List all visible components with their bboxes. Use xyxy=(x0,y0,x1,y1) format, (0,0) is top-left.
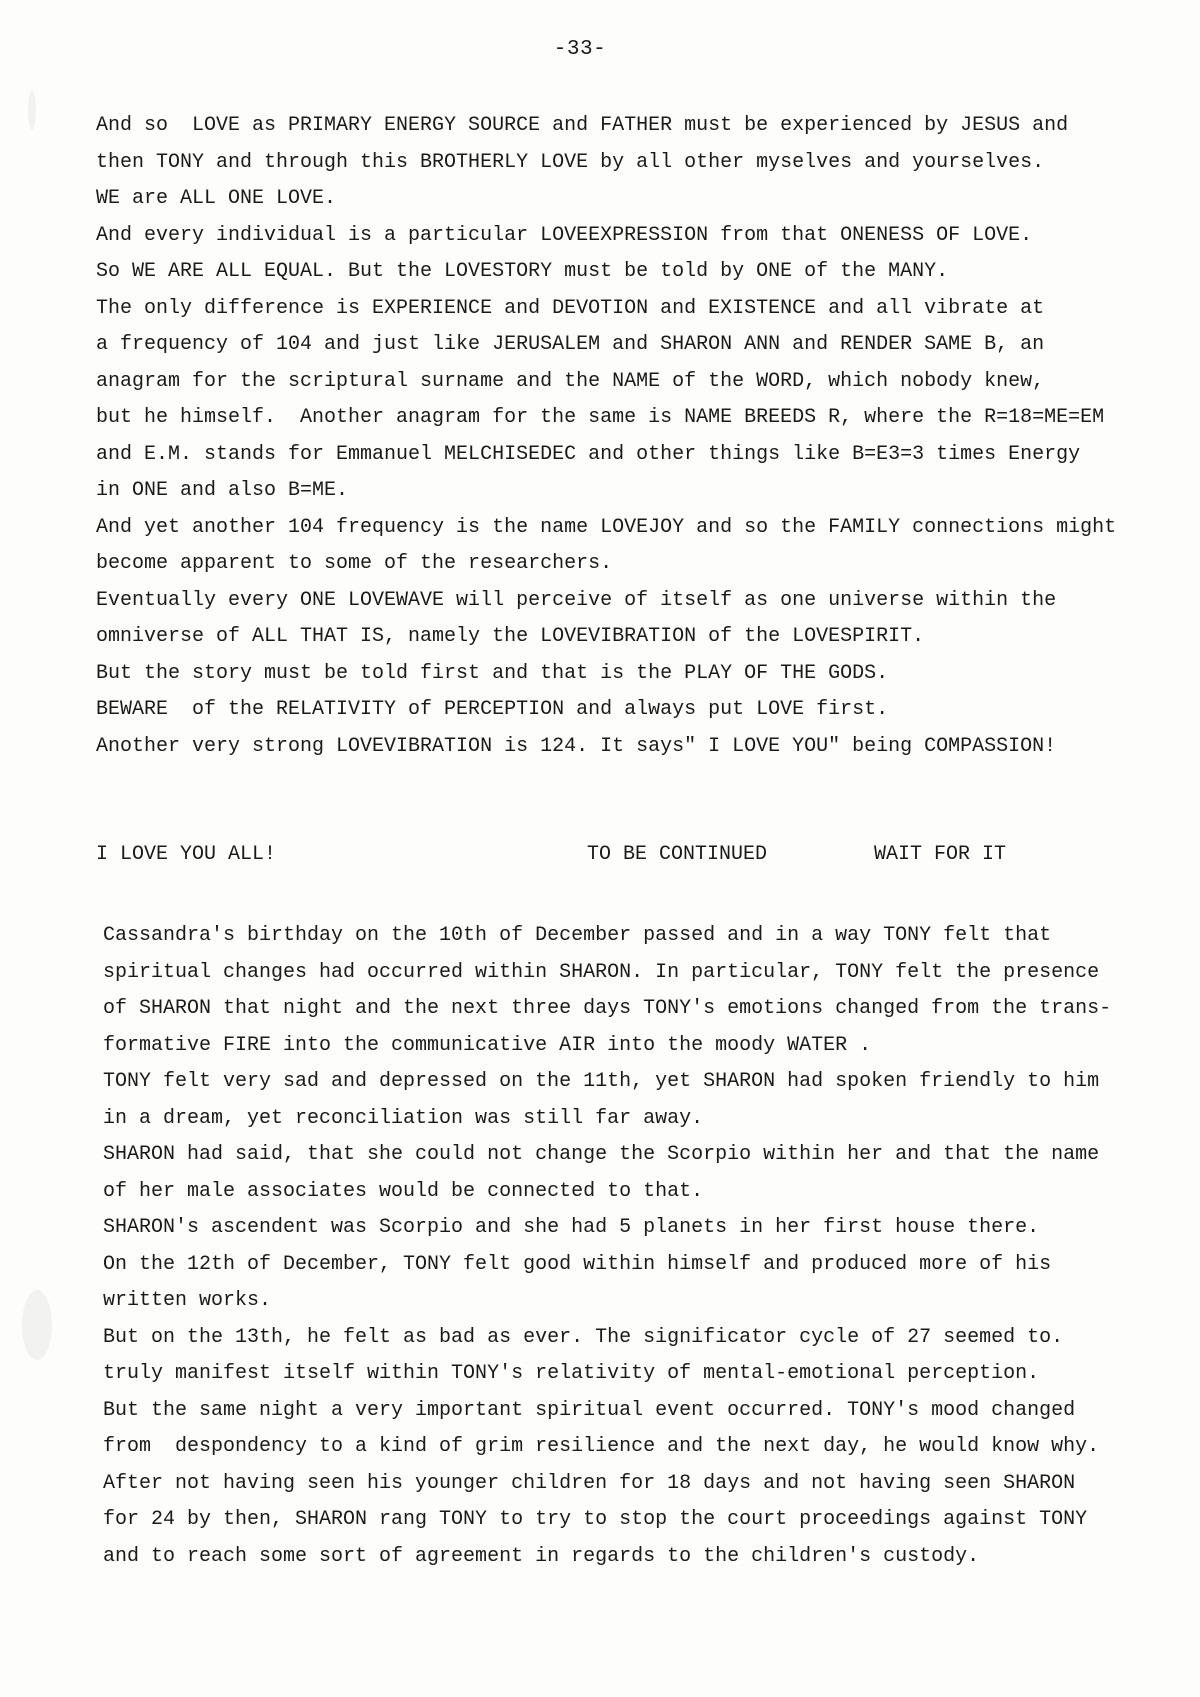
text-line: And yet another 104 frequency is the name LOVEJOY and so the FAMILY connections might xyxy=(96,515,1117,539)
text-line: But the same night a very important spiritual event occurred. TONY's mood changed xyxy=(103,1398,1076,1422)
scan-smudge xyxy=(28,90,36,130)
text-line: Eventually every ONE LOVEWAVE will perceive of itself as one universe within the xyxy=(96,588,1057,612)
text-line: BEWARE of the RELATIVITY of PERCEPTION and always put LOVE first. xyxy=(96,698,889,721)
text-line: of her male associates would be connected to that. xyxy=(103,1179,704,1203)
text-line: in ONE and also B=ME. xyxy=(96,479,349,502)
text-line: and E.M. stands for Emmanuel MELCHISEDEC and other things like B=E3=3 times Energy xyxy=(96,442,1081,466)
text-line: from despondency to a kind of grim resilience and the next day, he would know why. xyxy=(103,1435,1100,1458)
text-section-one xyxy=(96,108,1136,765)
text-line: Another very strong LOVEVIBRATION is 124. It says" I LOVE YOU" being COMPASSION! xyxy=(96,734,1057,758)
text-line: SHARON had said, that she could not change the Scorpio within her and that the name xyxy=(103,1143,1100,1166)
text-line: anagram for the scriptural surname and the NAME of the WORD, which nobody knew, xyxy=(96,369,1045,393)
text-line: So WE ARE ALL EQUAL. But the LOVESTORY must be told by ONE of the MANY. xyxy=(96,260,949,283)
text-line: become apparent to some of the researchers. xyxy=(96,552,613,575)
page-number: -33- xyxy=(553,38,607,61)
continuation-line xyxy=(96,837,1136,873)
text-line: And so LOVE as PRIMARY ENERGY SOURCE and FATHER must be experienced by JESUS and xyxy=(96,114,1069,137)
scan-smudge xyxy=(22,1290,52,1360)
text-line: WE are ALL ONE LOVE. xyxy=(96,187,337,210)
text-line: TONY felt very sad and depressed on the 11th, yet SHARON had spoken friendly to him xyxy=(103,1070,1100,1093)
text-line: for 24 by then, SHARON rang TONY to try to stop the court proceedings against TONY xyxy=(103,1508,1088,1531)
text-line: But on the 13th, he felt as bad as ever. The significator cycle of 27 seemed to. xyxy=(103,1325,1064,1349)
text-line: spiritual changes had occurred within SHARON. In particular, TONY felt the presence xyxy=(103,960,1100,984)
text-line: After not having seen his younger children for 18 days and not having seen SHARON xyxy=(103,1471,1076,1495)
text-line: And every individual is a particular LOVEEXPRESSION from that ONENESS OF LOVE. xyxy=(96,223,1033,247)
closing-salutation: I LOVE YOU ALL! xyxy=(96,843,277,866)
text-line: The only difference is EXPERIENCE and DEVOTION and EXISTENCE and all vibrate at xyxy=(96,296,1045,320)
text-line: then TONY and through this BROTHERLY LOVE by all other myselves and yourselves. xyxy=(96,150,1045,174)
text-line: of SHARON that night and the next three days TONY's emotions changed from the trans- xyxy=(103,997,1112,1020)
text-line: and to reach some sort of agreement in regards to the children's custody. xyxy=(103,1544,980,1568)
to-be-continued-note: TO BE CONTINUED xyxy=(587,843,768,866)
text-line: truly manifest itself within TONY's relativity of mental-emotional perception. xyxy=(103,1362,1040,1385)
wait-for-it-note: WAIT FOR IT xyxy=(874,843,1007,866)
text-section-two xyxy=(103,918,1143,1575)
text-line: in a dream, yet reconciliation was still far away. xyxy=(103,1106,704,1130)
text-line: a frequency of 104 and just like JERUSALEM and SHARON ANN and RENDER SAME B, an xyxy=(96,333,1045,356)
text-line: On the 12th of December, TONY felt good within himself and produced more of his xyxy=(103,1252,1052,1276)
text-line: omniverse of ALL THAT IS, namely the LOVEVIBRATION of the LOVESPIRIT. xyxy=(96,625,925,648)
text-line: Cassandra's birthday on the 10th of December passed and in a way TONY felt that xyxy=(103,924,1052,947)
text-line: But the story must be told first and that is the PLAY OF THE GODS. xyxy=(96,661,889,685)
text-line: SHARON's ascendent was Scorpio and she had 5 planets in her first house there. xyxy=(103,1216,1040,1239)
text-line: but he himself. Another anagram for the same is NAME BREEDS R, where the R=18=ME=EM xyxy=(96,406,1105,429)
text-line: written works. xyxy=(103,1289,272,1312)
text-line: formative FIRE into the communicative AIR into the moody WATER . xyxy=(103,1033,872,1057)
